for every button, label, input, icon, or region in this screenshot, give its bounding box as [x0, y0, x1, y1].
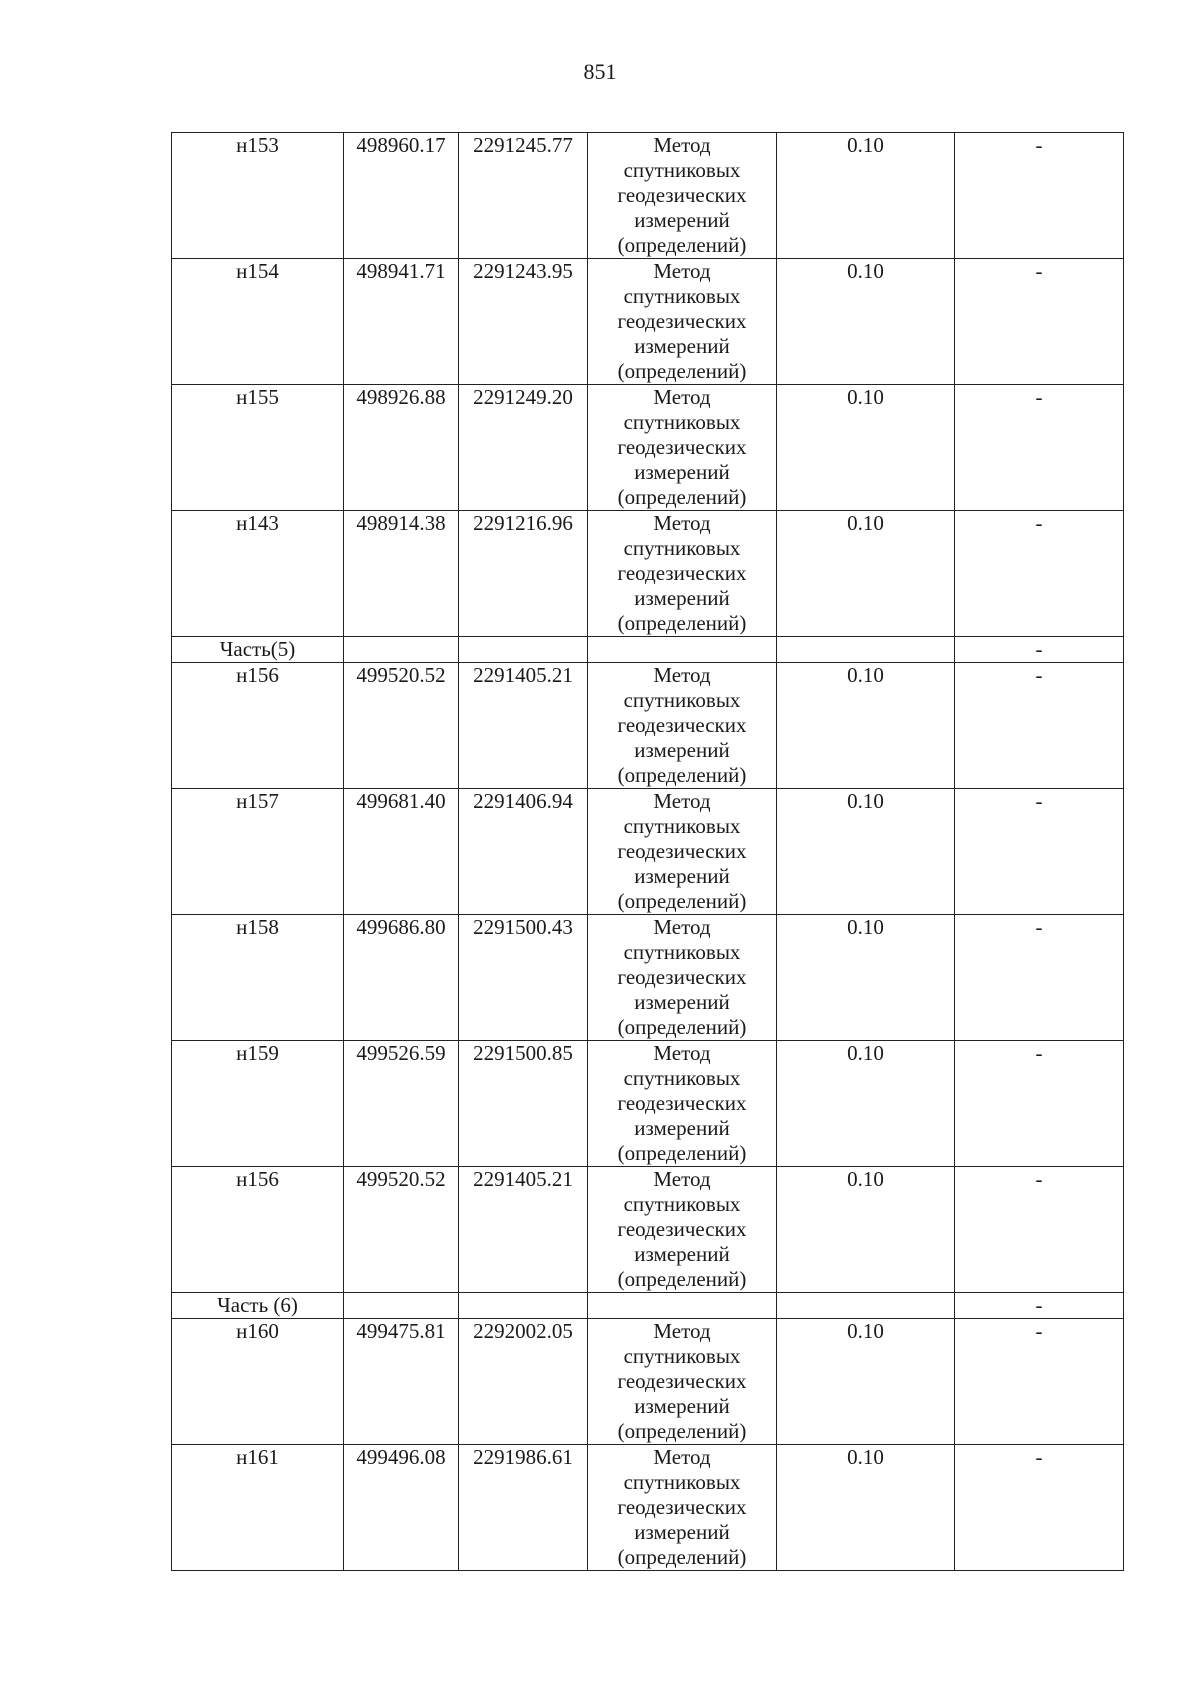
y-coordinate-cell: 2291500.85 — [459, 1041, 588, 1167]
empty-cell — [588, 1293, 777, 1319]
note-cell: - — [955, 1319, 1124, 1445]
method-line: спутниковых — [623, 410, 741, 434]
part-header-row — [172, 1293, 1124, 1319]
accuracy-cell: 0.10 — [777, 259, 955, 385]
accuracy-cell: 0.10 — [777, 385, 955, 511]
method-line: спутниковых — [623, 158, 741, 182]
x-coordinate-cell: 498960.17 — [344, 133, 459, 259]
note-cell: - — [955, 789, 1124, 915]
x-coordinate-cell: 499520.52 — [344, 663, 459, 789]
page-number: 851 — [583, 59, 617, 84]
method-line: измерений — [634, 460, 730, 484]
point-name-cell: н160 — [172, 1319, 344, 1445]
method-line: измерений — [634, 1242, 730, 1266]
point-name-cell: н157 — [172, 789, 344, 915]
method-line: геодезических — [617, 839, 747, 863]
method-line: геодезических — [617, 1495, 747, 1519]
y-coordinate-cell: 2291245.77 — [459, 133, 588, 259]
accuracy-cell: 0.10 — [777, 915, 955, 1041]
method-cell — [588, 1041, 777, 1167]
method-line: Метод — [653, 511, 711, 535]
method-cell — [588, 663, 777, 789]
method-line: Метод — [653, 663, 711, 687]
table-row — [172, 511, 1124, 637]
method-cell — [588, 1445, 777, 1571]
y-coordinate-cell: 2292002.05 — [459, 1319, 588, 1445]
method-line: измерений — [634, 586, 730, 610]
accuracy-cell: 0.10 — [777, 1041, 955, 1167]
point-name-cell: н153 — [172, 133, 344, 259]
method-line: измерений — [634, 334, 730, 358]
method-cell — [588, 133, 777, 259]
method-line: спутниковых — [623, 536, 741, 560]
coordinates-table — [171, 132, 1124, 1571]
method-line: Метод — [653, 1041, 711, 1065]
empty-cell — [777, 1293, 955, 1319]
method-line: измерений — [634, 864, 730, 888]
point-name-cell: н156 — [172, 663, 344, 789]
method-cell — [588, 259, 777, 385]
method-line: спутниковых — [623, 284, 741, 308]
method-line: (определений) — [617, 359, 747, 383]
method-line: геодезических — [617, 1217, 747, 1241]
empty-cell — [344, 637, 459, 663]
method-line: геодезических — [617, 183, 747, 207]
method-line: (определений) — [617, 611, 747, 635]
y-coordinate-cell: 2291216.96 — [459, 511, 588, 637]
table-row — [172, 133, 1124, 259]
accuracy-cell: 0.10 — [777, 511, 955, 637]
method-line: (определений) — [617, 1419, 747, 1443]
method-line: спутниковых — [623, 1344, 741, 1368]
accuracy-cell: 0.10 — [777, 1445, 955, 1571]
method-line: геодезических — [617, 1091, 747, 1115]
note-cell: - — [955, 511, 1124, 637]
empty-cell — [459, 637, 588, 663]
method-line: (определений) — [617, 1545, 747, 1569]
x-coordinate-cell: 499496.08 — [344, 1445, 459, 1571]
table-row — [172, 915, 1124, 1041]
table-row — [172, 1167, 1124, 1293]
method-line: геодезических — [617, 1369, 747, 1393]
method-line: Метод — [653, 915, 711, 939]
table-row — [172, 1445, 1124, 1571]
method-line: Метод — [653, 1167, 711, 1191]
method-line: Метод — [653, 1445, 711, 1469]
method-cell — [588, 1319, 777, 1445]
method-cell — [588, 789, 777, 915]
table-row — [172, 385, 1124, 511]
method-line: спутниковых — [623, 688, 741, 712]
note-cell: - — [955, 1293, 1124, 1319]
method-cell — [588, 511, 777, 637]
x-coordinate-cell: 498941.71 — [344, 259, 459, 385]
x-coordinate-cell: 498926.88 — [344, 385, 459, 511]
x-coordinate-cell: 499686.80 — [344, 915, 459, 1041]
method-line: спутниковых — [623, 1192, 741, 1216]
method-line: Метод — [653, 789, 711, 813]
method-line: (определений) — [617, 889, 747, 913]
note-cell: - — [955, 663, 1124, 789]
method-line: измерений — [634, 738, 730, 762]
method-line: Метод — [653, 385, 711, 409]
note-cell: - — [955, 1041, 1124, 1167]
accuracy-cell: 0.10 — [777, 789, 955, 915]
accuracy-cell: 0.10 — [777, 1319, 955, 1445]
point-name-cell: н154 — [172, 259, 344, 385]
empty-cell — [344, 1293, 459, 1319]
note-cell: - — [955, 259, 1124, 385]
part-name-cell: Часть (6) — [172, 1293, 344, 1319]
x-coordinate-cell: 498914.38 — [344, 511, 459, 637]
point-name-cell: н155 — [172, 385, 344, 511]
note-cell: - — [955, 915, 1124, 1041]
note-cell: - — [955, 385, 1124, 511]
part-header-row — [172, 637, 1124, 663]
method-line: Метод — [653, 1319, 711, 1343]
method-line: геодезических — [617, 309, 747, 333]
method-line: (определений) — [617, 1015, 747, 1039]
note-cell: - — [955, 1167, 1124, 1293]
y-coordinate-cell: 2291243.95 — [459, 259, 588, 385]
accuracy-cell: 0.10 — [777, 1167, 955, 1293]
method-line: (определений) — [617, 763, 747, 787]
note-cell: - — [955, 1445, 1124, 1571]
table-row — [172, 1319, 1124, 1445]
coordinates-table-body — [172, 133, 1124, 1571]
empty-cell — [459, 1293, 588, 1319]
x-coordinate-cell: 499520.52 — [344, 1167, 459, 1293]
x-coordinate-cell: 499526.59 — [344, 1041, 459, 1167]
point-name-cell: н158 — [172, 915, 344, 1041]
method-line: геодезических — [617, 713, 747, 737]
point-name-cell: н143 — [172, 511, 344, 637]
method-line: (определений) — [617, 485, 747, 509]
x-coordinate-cell: 499681.40 — [344, 789, 459, 915]
y-coordinate-cell: 2291405.21 — [459, 1167, 588, 1293]
method-cell — [588, 385, 777, 511]
part-name-cell: Часть(5) — [172, 637, 344, 663]
point-name-cell: н161 — [172, 1445, 344, 1571]
accuracy-cell: 0.10 — [777, 133, 955, 259]
method-line: спутниковых — [623, 940, 741, 964]
method-line: измерений — [634, 208, 730, 232]
method-line: измерений — [634, 1394, 730, 1418]
note-cell: - — [955, 637, 1124, 663]
method-line: (определений) — [617, 1267, 747, 1291]
y-coordinate-cell: 2291249.20 — [459, 385, 588, 511]
method-cell — [588, 1167, 777, 1293]
method-line: Метод — [653, 133, 711, 157]
method-line: измерений — [634, 1116, 730, 1140]
x-coordinate-cell: 499475.81 — [344, 1319, 459, 1445]
method-line: геодезических — [617, 561, 747, 585]
table-row — [172, 663, 1124, 789]
method-line: геодезических — [617, 435, 747, 459]
y-coordinate-cell: 2291986.61 — [459, 1445, 588, 1571]
method-cell — [588, 915, 777, 1041]
method-line: спутниковых — [623, 1470, 741, 1494]
method-line: (определений) — [617, 233, 747, 257]
table-row — [172, 789, 1124, 915]
empty-cell — [777, 637, 955, 663]
method-line: (определений) — [617, 1141, 747, 1165]
method-line: Метод — [653, 259, 711, 283]
y-coordinate-cell: 2291500.43 — [459, 915, 588, 1041]
point-name-cell: н156 — [172, 1167, 344, 1293]
method-line: измерений — [634, 1520, 730, 1544]
empty-cell — [588, 637, 777, 663]
note-cell: - — [955, 133, 1124, 259]
y-coordinate-cell: 2291406.94 — [459, 789, 588, 915]
method-line: спутниковых — [623, 1066, 741, 1090]
y-coordinate-cell: 2291405.21 — [459, 663, 588, 789]
table-row — [172, 259, 1124, 385]
method-line: геодезических — [617, 965, 747, 989]
point-name-cell: н159 — [172, 1041, 344, 1167]
method-line: спутниковых — [623, 814, 741, 838]
accuracy-cell: 0.10 — [777, 663, 955, 789]
method-line: измерений — [634, 990, 730, 1014]
table-row — [172, 1041, 1124, 1167]
